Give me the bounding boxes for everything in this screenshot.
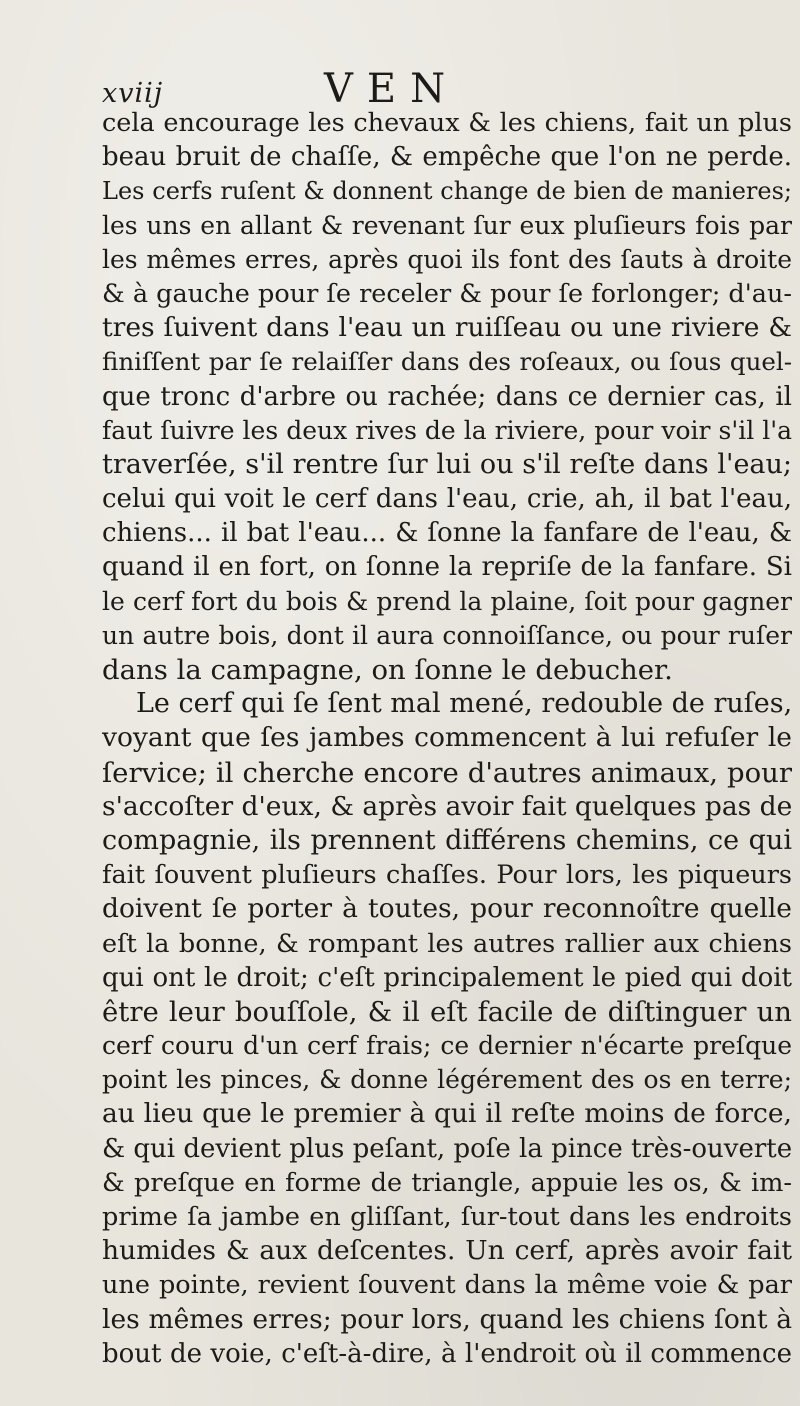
body-text xyxy=(102,106,792,1371)
text-line: prime ſa jambe en gliſſant, ſur-tout dans les endroits xyxy=(102,1202,792,1232)
text-line: Les cerfs ruſent & donnent change de bien de manieres; xyxy=(102,177,792,206)
text-line: bout de voie, c'eſt-à-dire, à l'endroit où il commence xyxy=(102,1338,792,1369)
text-line: les mêmes erres, après quoi ils font des ſauts à droite xyxy=(102,244,792,274)
text-line: que tronc d'arbre ou rachée; dans ce dernier cas, il xyxy=(102,381,792,412)
text-line: & preſque en forme de triangle, appuie les os, & im- xyxy=(102,1167,792,1198)
text-line: les mêmes erres; pour lors, quand les chiens ſont à xyxy=(102,1303,792,1335)
text-line: le cerf fort du bois & prend la plaine, ſoit pour gagner xyxy=(102,586,792,616)
text-line: celui qui voit le cerf dans l'eau, crie, ah, il bat l'eau, xyxy=(102,484,792,515)
text-line: ſervice; il cherche encore d'autres animaux, pour xyxy=(102,756,792,789)
text-line: s'accoſter d'eux, & après avoir fait quelques pas de xyxy=(102,790,792,822)
text-line: eſt la bonne, & rompant les autres rallier aux chiens xyxy=(102,928,792,959)
text-line: faut ſuivre les deux rives de la riviere, pour voir s'il l'a xyxy=(102,415,792,445)
text-line: Le cerf qui ſe ſent mal mené, redouble de ruſes, xyxy=(136,688,792,720)
text-line: humides & aux deſcentes. Un cerf, après avoir fait xyxy=(102,1235,792,1267)
text-line: compagnie, ils prennent différens chemins, ce qui xyxy=(102,824,792,856)
text-line: voyant que ſes jambes commencent à lui refuſer le xyxy=(102,722,792,754)
running-head: VEN xyxy=(324,66,460,112)
page-number: xviij xyxy=(102,78,164,109)
page-header xyxy=(102,66,762,112)
text-line: une pointe, revient ſouvent dans la même voie & par xyxy=(102,1270,792,1301)
text-line: au lieu que le premier à qui il reſte moins de force, xyxy=(102,1098,792,1130)
text-line: beau bruit de chaſſe, & empêche que l'on ne perde. xyxy=(102,142,792,173)
text-line: dans la campagne, on ſonne le debucher. xyxy=(102,654,673,686)
text-line: être leur bouſſole, & il eſt facile de diſtinguer un xyxy=(102,995,792,1028)
text-line: point les pinces, & donne légérement des os en terre; xyxy=(102,1065,792,1095)
text-line: quand il en fort, on ſonne la repriſe de la fanfare. Si xyxy=(102,552,792,583)
text-line: & qui devient plus peſant, poſe la pince très-ouverte xyxy=(102,1133,792,1164)
text-line: un autre bois, dont il aura connoiſſance, ou pour ruſer xyxy=(102,620,792,650)
text-line: & à gauche pour ſe receler & pour ſe forlonger; d'au- xyxy=(102,278,792,309)
text-line: chiens... il bat l'eau... & ſonne la fanfare de l'eau, & xyxy=(102,518,792,549)
text-line: tres ſuivent dans l'eau un ruiſſeau ou une riviere & xyxy=(102,312,792,344)
text-line: fait ſouvent pluſieurs chaſſes. Pour lors, les piqueurs xyxy=(102,860,792,891)
text-line: cela encourage les chevaux & les chiens, fait un plus xyxy=(102,108,792,138)
text-line: traverſée, s'il rentre ſur lui ou s'il reſte dans l'eau; xyxy=(102,448,792,480)
text-line: cerf couru d'un cerf frais; ce dernier n'écarte preſque xyxy=(102,1031,792,1061)
text-line: les uns en allant & revenant ſur eux pluſieurs fois par xyxy=(102,210,792,240)
text-line: qui ont le droit; c'eſt principalement le pied qui doit xyxy=(102,962,792,993)
text-line: doivent ſe porter à toutes, pour reconnoître quelle xyxy=(102,893,792,925)
text-line: finiſſent par ſe relaiſſer dans des roſeaux, ou ſous quel- xyxy=(102,347,792,377)
